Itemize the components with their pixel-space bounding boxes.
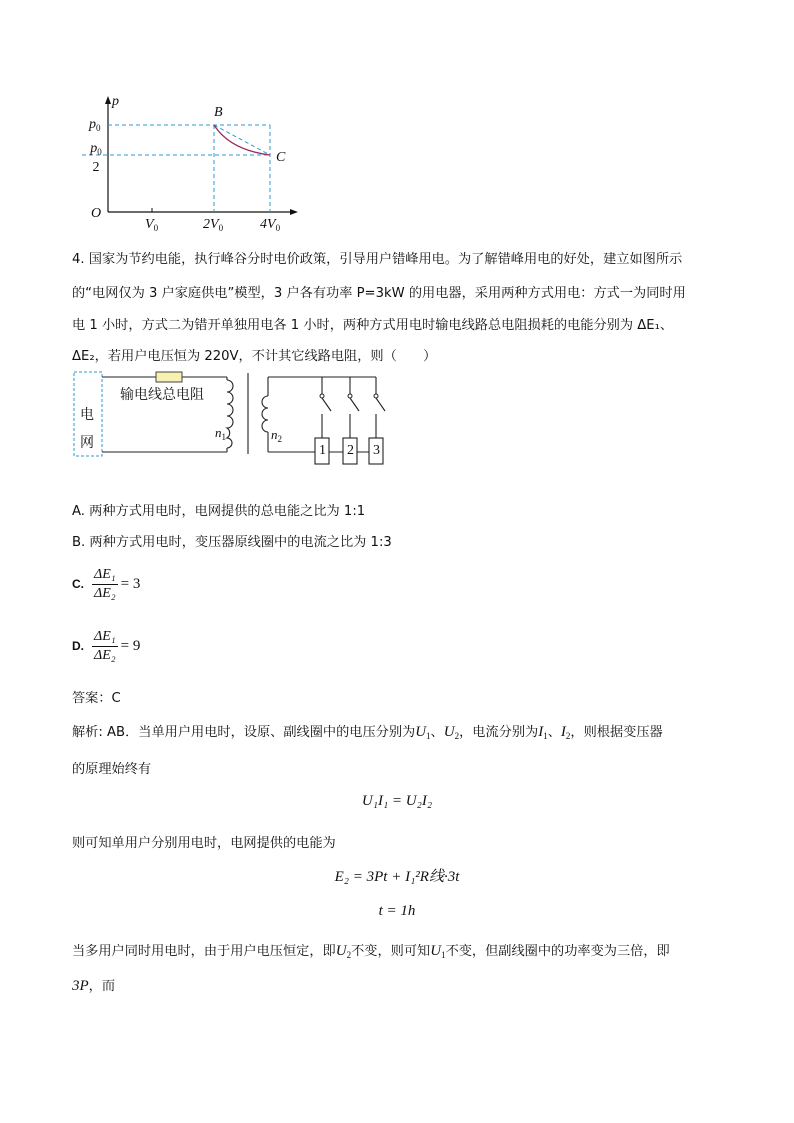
p-axis-arrow: [105, 96, 111, 104]
primary-coil: [227, 380, 233, 448]
label-2v0: $2V_0$: [203, 217, 224, 233]
label-p0-half: $p_0$ 2: [90, 141, 102, 175]
option-a: A. 两种方式用电时，电网提供的总电能之比为 1:1: [72, 504, 366, 519]
switch-3: [376, 398, 385, 411]
analysis-line-5: 3P，而: [72, 978, 116, 994]
label-n2: $n_2$: [271, 427, 282, 444]
q4-line-2: 的“电网仅为 3 户家庭供电”模型，3 户各有功率 P=3kW 的用电器，采用两种方式用电：方式一为同时用: [72, 286, 686, 301]
equation-1: U₁I₁ = U₂I₂: [361, 793, 433, 809]
label-load-2: 2: [347, 443, 354, 458]
label-origin: O: [91, 206, 102, 221]
label-grid-1: 电: [80, 407, 94, 423]
option-c: C. $\frac{\text{ΔE₁}}{\text{ΔE₂}}$ = 3: [72, 566, 141, 601]
analysis-line-3: 则可知单用户分别用电时，电网提供的电能为: [72, 836, 336, 851]
analysis-line-2: 的原理始终有: [72, 762, 152, 777]
q4-line-4: ΔE₂，若用户电压恒为 220V，不计其它线路电阻，则（ ）: [72, 349, 437, 364]
label-point-c: C: [276, 150, 286, 165]
label-p0: $p_0$: [89, 117, 101, 133]
label-load-1: 1: [319, 443, 326, 458]
label-n1: $n_1$: [215, 425, 226, 442]
label-grid-2: 网: [80, 435, 94, 451]
label-4v0: $4V_0$: [260, 217, 281, 233]
equation-2: E₂ = 3Pt + I₁²R线·3t: [334, 869, 460, 885]
switch-1: [322, 398, 331, 411]
equation-3: t = 1h: [378, 903, 416, 919]
switch-2: [350, 398, 359, 411]
label-p-axis: p: [112, 94, 119, 109]
label-v0: $V_0$: [145, 217, 159, 233]
option-b: B. 两种方式用电时，变压器原线圈中的电流之比为 1:3: [72, 535, 392, 550]
dash-bc: [214, 125, 270, 155]
option-d: D. $\frac{\text{ΔE₁}}{\text{ΔE₂}}$ = 9: [72, 628, 141, 663]
q4-line-3: 电 1 小时，方式二为错开单独用电各 1 小时，两种方式用电时输电线路总电阻损耗的电能分别为 ΔE₁、: [72, 318, 674, 333]
label-resistor: 输电线总电阻: [120, 387, 204, 403]
answer: 答案：C: [72, 691, 121, 706]
secondary-coil: [262, 396, 268, 432]
line-resistor: [156, 372, 182, 382]
label-point-b: B: [214, 105, 223, 120]
analysis-line-1: 解析: AB．当单用户用电时，设原、副线圈中的电压分别为$U_1$、$U_2$，电流分别为$I_1$、$I_2$，则根据变压器: [72, 724, 663, 741]
label-load-3: 3: [373, 443, 380, 458]
q4-line-1: 4. 国家为节约电能，执行峰谷分时电价政策，引导用户错峰用电。为了解错峰用电的好处，建立如图所示: [72, 252, 683, 267]
analysis-line-4: 当多用户同时用电时，由于用户电压恒定，即$U_2$不变，则可知$U_1$不变，但副线圈中的功率变为三倍，即: [72, 943, 670, 960]
v-axis-arrow: [290, 209, 298, 215]
